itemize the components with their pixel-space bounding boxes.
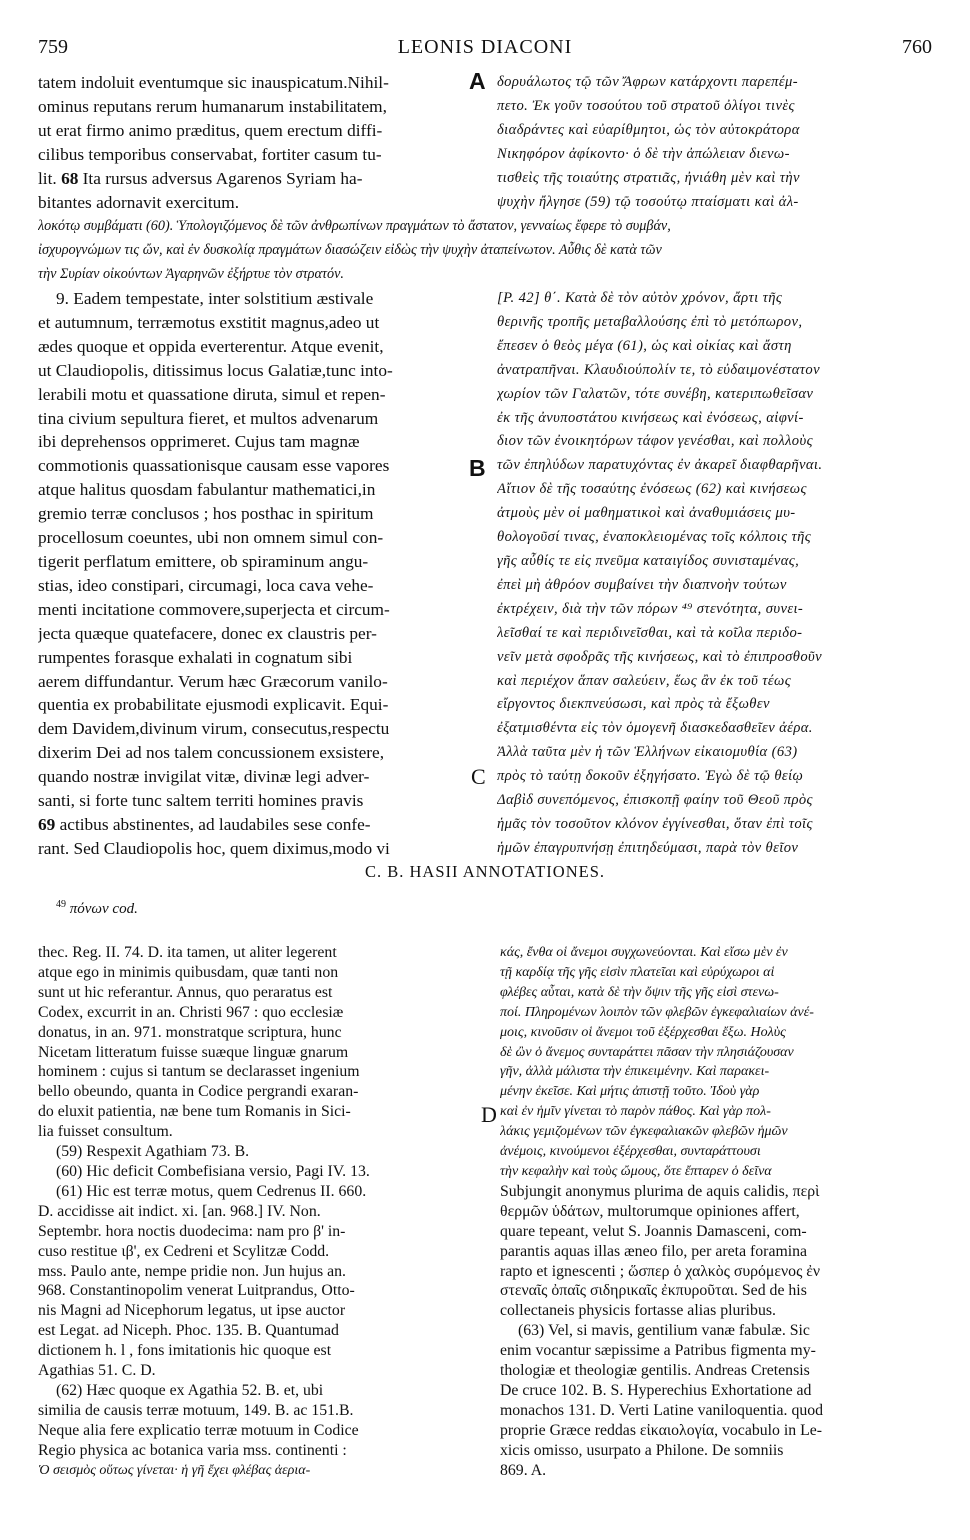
- text-line: θερινῆς τροπῆς μεταβαλλούσης ἐπὶ τὸ μετόπωρον,: [497, 313, 803, 330]
- annotations-heading: C. B. HASII ANNOTATIONES.: [364, 862, 605, 881]
- text-line: τῶν ἐπηλύδων παρατυχόντας ἐν ἀκαρεῖ διαφθαρῆναι.: [497, 457, 823, 474]
- text-line: do eluxit patientia, næ bene tum Romanis in Sici-: [38, 1103, 351, 1121]
- text-line: nis Magni ad Nicephorum legatus, ut ipse auctor: [38, 1302, 346, 1320]
- text-line: Subjungit anonymus plurima de aquis calidis, περὶ: [500, 1182, 820, 1200]
- text-line: dixerim Dei ad nos talem concussionem exsistere,: [38, 743, 385, 763]
- margin-letter-b: B: [469, 455, 486, 481]
- text-line: menti incitatione commovere,superjecta et circum-: [38, 599, 390, 619]
- text-line: [P. 42] θ΄. Κατὰ δὲ τὸν αὐτὸν χρόνον, ἄρτι τῆς: [497, 290, 783, 306]
- text-line: ut Claudiopolis, ditissimus locus Galatiæ,tunc into-: [38, 360, 393, 380]
- text-line: Neque alia fere explicatio terræ motuum in Codice: [38, 1421, 359, 1439]
- margin-letter-a: A: [469, 68, 486, 94]
- margin-letter-d: D: [481, 1102, 497, 1127]
- text-line: Regio physica ac botanica varia mss. continenti :: [38, 1441, 347, 1459]
- text-line: enim vocantur sæpissime a Patribus figmenta my-: [500, 1342, 816, 1360]
- text-line: cilibus temporibus conservabat, fortiter casum tu-: [38, 144, 382, 164]
- text-line: proprie Græce reddas εἰκαιολογία, vocabulo in Le-: [500, 1421, 823, 1439]
- text-line: διαδράντες καὶ εὐαρίθμητοι, ὡς τὸν αὐτοκράτορα: [497, 121, 800, 138]
- text-line: ἐπεὶ μὴ ἀθρόον συμβαίνει τὴν διαπνοὴν τούτων: [497, 576, 787, 593]
- text-line: rapto et ignescenti ; ὥσπερ ὁ χαλκὸς συρόμενος ἐν: [500, 1262, 821, 1280]
- greek-column-top: [497, 71, 932, 214]
- text-line: atque halitus quosdam fabulantur mathematici,in: [38, 480, 376, 500]
- text-segment: actibus abstinentes, ad laudabiles sese confe-: [55, 814, 371, 834]
- text-line: commotionis quassationisque causam esse vapores: [38, 456, 390, 476]
- text-line: διον τῶν ἐνοικητόρων τάφον γενέσθαι, καὶ πολλοὺς: [497, 433, 813, 450]
- chapter-number-69: 69: [38, 814, 56, 834]
- text-line: ψυχὴν ἤλγησε (59) τῷ τοσούτῳ πταίσματι καὶ ἀλ-: [497, 193, 799, 210]
- text-line: rumpentes forasque exhalati in cognatum sibi: [38, 647, 353, 667]
- text-line: parantis aquas illas æneo filo, per areta foramina: [500, 1242, 808, 1260]
- annotation-60: (60) Hic deficit Combefisiana versio, Pagi IV. 13.: [56, 1162, 370, 1180]
- text-line: λεῖσθαί τε καὶ περιδινεῖσθαι, καὶ τὰ κοῖλα περιδο-: [497, 624, 803, 641]
- text-line: gremio terræ conclusos ; hos posthac in spiritum: [38, 504, 374, 524]
- text-line: ἐξατμισθέντα εἰς τὸν ὁμογενῆ διασκεδασθεῖεν ἀέρα.: [497, 720, 813, 737]
- text-line: et autumnum, terræmotus exstitit magnus,adeo ut: [38, 312, 380, 332]
- text-line: καὶ ἐν ἡμῖν γίνεται τὸ παρὸν πάθος. Καὶ γὰρ πολ-: [500, 1104, 771, 1120]
- text-line: ἡμῶν ἐπαγρυπνήσῃ ἐπιτηδεύμασι, παρὰ τὸν θεῖον: [497, 839, 799, 856]
- text-line: lerabili motu et quassatione diruta, simul et repen-: [38, 384, 386, 404]
- text-line: donatus, in an. 971. monstratque scriptura, hunc: [38, 1023, 342, 1041]
- text-line: lia fuisset consultum.: [38, 1123, 173, 1141]
- text-line: πρὸς τὸ ταύτῃ δοκοῦν ἐξηγήσατο. Ἐγὼ δὲ τῷ θείῳ: [497, 768, 804, 785]
- text-line: bitantes adornavit exercitum.: [38, 192, 240, 212]
- text-line: ἀτμοὺς μὲν οἱ μαθηματικοὶ καὶ ἀναθυμιάσεις μυ-: [497, 505, 796, 522]
- page-number-right: 760: [902, 36, 932, 58]
- text-line: ut erat firmo animo præditus, quem erectum diffi-: [38, 120, 383, 140]
- text-line: quando nostræ invigilat vitæ, divinæ legi adver-: [38, 767, 370, 787]
- text-line: 869. A.: [500, 1461, 547, 1479]
- text-line: aerem diffundantur. Verum hæc Græcorum vanilo-: [38, 671, 388, 691]
- footnote-text: πόνων cod.: [66, 901, 138, 917]
- running-title: LEONIS DIACONI: [397, 36, 573, 58]
- greek-full-width: [38, 215, 932, 287]
- text-line: Δαβὶδ συνεπόμενος, ἐπισκοπῇ φαίην τοῦ Θεοῦ πρὸς: [497, 792, 813, 809]
- text-line: ποί. Πληρομένων λοιπὸν τῶν φλεβῶν ἐγκεφαλιαίων ἀνέ-: [500, 1004, 814, 1020]
- text-line: πετο. Ἐκ γοῦν τοσούτου τοῦ στρατοῦ ὀλίγοι τινὲς: [497, 97, 795, 114]
- text-line: rant. Sed Claudiopolis hoc, quem diximus,modo vi: [38, 838, 390, 858]
- text-line: monachos 131. D. Verti Latine vaniloquentia. quod: [500, 1401, 824, 1419]
- chapter-number-68: 68: [61, 168, 79, 188]
- text-line: sunt ut hic referantur. Annus, quo peraratus est: [38, 983, 333, 1001]
- footnote: [56, 899, 138, 918]
- text-line: ἡμᾶς τὸν τοσοῦτον κλόνον ἐγγίνεσθαι, ὅταν ἐπὶ τοῖς: [497, 815, 813, 832]
- text-line: mss. Paulo ante, nempe pridie non. Jun hujus an.: [38, 1262, 347, 1280]
- text-line: ἐκτρέχειν, διὰ τὴν τῶν πόρων ⁴⁹ στενότητα, συνει-: [497, 600, 804, 617]
- text-line: quare tepeant, velut S. Joannis Damasceni, com-: [500, 1222, 807, 1240]
- text-line: tina civium sepultura fieret, et multos advenarum: [38, 408, 379, 428]
- text-line: tatem indoluit eventumque sic inauspicatum.Nihil-: [38, 73, 389, 92]
- text-line: cuso restitue ιβ', ex Cedreni et Scylitzæ Codd.: [38, 1242, 330, 1260]
- text-line: τισθεὶς τῆς τοιαύτης στρατιᾶς, ἠνιάθη μὲν καὶ τὴν: [497, 169, 800, 186]
- text-line: ædes quoque et oppida everterentur. Atque evenit,: [38, 336, 384, 356]
- latin-column-top: [38, 71, 462, 214]
- text-line: santi, si forte tunc saltem territi homines pravis: [38, 791, 364, 811]
- text-line: μοις, κινοῦσιν οἱ ἄνεμοι τοῦ ἐξέρχεσθαι ἔξω. Ηολὺς: [500, 1024, 786, 1040]
- text-line: similia de causis terræ motuum, 149. B. ac 151.B.: [38, 1401, 354, 1419]
- text-line: θερμῶν ὑδάτων, multorumque opiniones affert,: [500, 1202, 800, 1220]
- text-line: thologiæ et theologiæ gentilis. Andreas Cretensis: [500, 1362, 810, 1380]
- text-line: [38, 167, 462, 191]
- text-line: ibi deprehensos opprimeret. Cujus tam magnæ: [38, 432, 360, 452]
- text-line: atque ego in minimis quibusdam, quæ tanti non: [38, 963, 339, 981]
- text-line: quentia ex probabilitate ejusmodi explicavit. Equi-: [38, 695, 389, 715]
- text-line: φλέβες αὗται, κατὰ δὲ τὴν ὄψιν τῆς γῆς εἰσὶ στενω-: [500, 984, 779, 1000]
- page-number-left: 759: [38, 36, 68, 58]
- text-line: ἐκ τῆς ἀνυποστάτου κινήσεως καὶ ἐνόσεως, αἰφνί-: [497, 409, 804, 426]
- text-segment: lit.: [38, 168, 57, 188]
- footnote-marker: 49: [56, 899, 66, 910]
- text-line: est Legat. ad Niceph. Phoc. 135. B. Quantumad: [38, 1322, 339, 1340]
- text-line: νεῖν μετὰ σφοδρᾶς τῆς κινήσεως, καὶ τὸ ἐπιπροσθοῦν: [497, 648, 822, 665]
- text-line: λοκότῳ συμβάματι (60). Ὑπολογιζόμενος δὲ τῶν ἀνθρωπίνων πραγμάτων τὸ ἄστατον, γενναίως ἔφερε τὸ συμβάν,: [38, 218, 671, 234]
- text-line: ἀνατραπῆναι. Κλαυδιούπολίν τε, τὸ εὐδαιμονέστατον: [497, 361, 820, 378]
- text-line: ἀνέμοις, κινούμενοι ἐξέρχεσθαι, συνταράττουσι: [500, 1144, 761, 1160]
- text-line: 9. Eadem tempestate, inter solstitium æstivale: [56, 289, 374, 308]
- greek-column-main: [497, 287, 932, 861]
- text-line: δὲ ὢν ὁ ἄνεμος συνταράττει πᾶσαν τὴν πλησιάζουσαν: [500, 1044, 794, 1060]
- annotations-column-right: [500, 943, 932, 1480]
- text-line: Agathias 51. C. D.: [38, 1362, 156, 1380]
- text-line: Codex, excurrit in an. Christi 967 : quo ecclesiæ: [38, 1003, 344, 1021]
- text-line: στεναῖς ὀπαῖς σιδηρικαῖς ἐκπυροῦται. Sed de his: [500, 1282, 807, 1300]
- text-line: dem Davidem,divinum virum, consecutus,respectu: [38, 719, 390, 739]
- text-line: ominus reputans rerum humanarum instabilitatem,: [38, 96, 387, 116]
- latin-column-main: [38, 287, 462, 861]
- text-line: τὴν κεφαλὴν καὶ τοὺς ὤμους, ὅτε ἔπταρεν ὁ δεῖνα: [500, 1163, 772, 1179]
- text-line: δορυάλωτος τῷ τῶν Ἄφρων κατάρχοντι παρεπέμ-: [497, 74, 798, 90]
- text-line: bello obeundo, quanta in Codice pergrandi exaran-: [38, 1083, 359, 1101]
- text-line: [38, 813, 462, 837]
- text-line: Ἀλλὰ ταῦτα μὲν ἡ τῶν Ἑλλήνων εἰκαιομυθία (63): [497, 744, 798, 761]
- text-line: De cruce 102. B. S. Hyperechius Exhortatione ad: [500, 1381, 812, 1399]
- text-line: τὴν Συρίαν οἰκούντων Ἀγαρηνῶν ἐξήρτυε τὸν στρατόν.: [38, 265, 344, 282]
- text-line: jecta quæque quatefacere, donec ex claustris per-: [38, 623, 377, 643]
- text-line: θολογοῦσί τινας, ἐναποκλειομένας τοῖς κόλποις τῆς: [497, 529, 812, 546]
- text-line: γῆς αὖθίς τε εἰς πνεῦμα καταιγίδος συνισταμένας,: [497, 552, 800, 569]
- running-header: [38, 36, 932, 60]
- text-line: τῇ καρδίᾳ τῆς γῆς εἰσὶν πλατεῖαι καὶ εὐρύχωροι αἱ: [500, 964, 775, 980]
- text-line: 968. Constantinopolim venerat Luitprandus, Otto-: [38, 1282, 355, 1300]
- annotation-63: (63) Vel, si mavis, gentilium vanæ fabulæ. Sic: [518, 1322, 810, 1340]
- text-line: stias, ideo constipari, circumagi, loca cava vehe-: [38, 575, 374, 595]
- text-line: D. accidisse ait indict. xi. [an. 968.] IV. Non.: [38, 1202, 321, 1220]
- text-line: xicis omisso, usurpato a Philone. De somniis: [500, 1441, 784, 1459]
- text-line: καὶ περιέχον ἅπαν σαλεύειν, ἕως ἂν ἐκ τοῦ τέως: [497, 672, 792, 689]
- text-line: Septembr. hora noctis duodecima: nam pro β' in-: [38, 1222, 346, 1240]
- text-line: ἔπεσεν ὁ θεὸς μέγα (61), ὡς καὶ οἰκίας καὶ ἄστη: [497, 337, 792, 354]
- annotation-59: (59) Respexit Agathiam 73. B.: [56, 1143, 250, 1161]
- text-line: ἰσχυρογνώμων τις ὤν, καὶ ἐν δυσκολίᾳ πραγμάτων διασώζειν εἰδὼς τὴν ψυχὴν ἀταπείνωτον. Αὖθις δὲ κατὰ τῶν: [38, 241, 662, 258]
- text-line: Αἴτιον δὲ τῆς τοσαύτης ἐνόσεως (62) καὶ κινήσεως: [497, 481, 807, 498]
- text-line: hominem : cujus si tantum se declarasset ingenium: [38, 1063, 360, 1081]
- text-line: κάς, ἔνθα οἱ ἄνεμοι συγχωνεύονται. Καὶ εἴσω μὲν ἐν: [500, 945, 788, 960]
- annotation-62: (62) Hæc quoque ex Agathia 52. B. et, ubi: [56, 1381, 324, 1399]
- margin-letter-c: C: [471, 764, 486, 789]
- text-line: Nicetam litteratum fuisse suæque linguæ gnarum: [38, 1043, 349, 1061]
- text-line: Ὁ σεισμὸς οὕτως γίνεται· ἡ γῆ ἔχει φλέβας ἀερια-: [38, 1462, 311, 1478]
- annotations-column-left: [38, 943, 474, 1480]
- text-line: collectaneis physicis fortasse alias pluribus.: [500, 1302, 776, 1320]
- text-line: Νικηφόρον ἀφίκοντο· ὁ δὲ τὴν ἀπώλειαν διενω-: [497, 145, 790, 162]
- text-segment: Ita rursus adversus Agarenos Syriam ha-: [78, 168, 363, 188]
- text-line: γῆν, ἀλλὰ μάλιστα τὴν ἐπικειμένην. Καὶ παρακει-: [500, 1064, 770, 1080]
- text-line: dictionem h. l , fons imitationis hic quoque est: [38, 1342, 332, 1360]
- annotation-61: (61) Hic est terræ motus, quem Cedrenus II. 660.: [56, 1182, 367, 1200]
- text-line: χωρίον τῶν Γαλατῶν, τότε συνέβη, κατεριπωθεῖσαν: [497, 385, 814, 402]
- text-line: μένην ἐκεῖσε. Καὶ μήτις ἀπιστῇ τοῦτο. Ἰδοὺ γὰρ: [500, 1084, 760, 1100]
- text-line: procellosum coeuntes, ubi non omnem simul con-: [38, 528, 384, 548]
- text-line: thec. Reg. II. 74. D. ita tamen, ut aliter legerent: [38, 944, 337, 961]
- text-line: tigerit perflatum emittere, ob spiraminum angu-: [38, 551, 369, 571]
- text-line: λάκις γεμιζομένων τῶν ἐγκεφαλιακῶν φλεβῶν ἡμῶν: [500, 1124, 788, 1140]
- text-line: εἴργοντος διεκπνεύσωσι, καὶ πρὸς τὰ ἔξωθεν: [497, 696, 770, 713]
